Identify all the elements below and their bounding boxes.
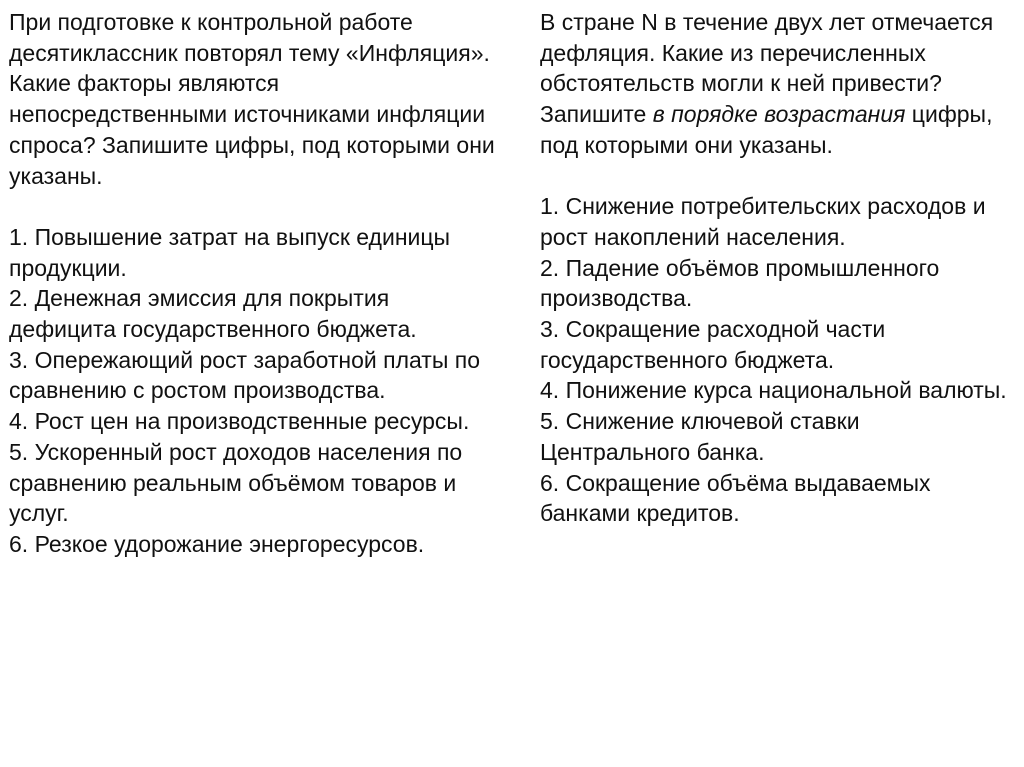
option-number: 6. — [9, 530, 29, 557]
right-question-part2: цифры, под которыми они указаны. — [540, 101, 993, 158]
right-option-4 — [540, 375, 1010, 406]
left-option-6 — [9, 529, 499, 560]
left-question-text: При подготовке к контрольной работе десятиклассник повторял тему «Инфляция». Какие факторы являются непосредственными источниками инфляции спроса? Запишите цифры, под которыми они указаны. — [9, 9, 495, 189]
left-option-4 — [9, 406, 499, 437]
right-question-text — [540, 7, 1010, 161]
option-text: Опережающий рост заработной платы по сравнению с ростом производства. — [9, 346, 480, 404]
option-text: Падение объёмов промышленного производства. — [540, 254, 940, 312]
option-number: 3. — [540, 316, 560, 343]
option-text: Сокращение расходной части государственного бюджета. — [540, 316, 886, 373]
option-number: 1. — [540, 193, 560, 220]
option-number: 6. — [540, 469, 560, 496]
right-question-part1: В стране N в течение двух лет отмечается дефляция. Какие из перечисленных обстоятельств могли к ней привести? Запишите — [540, 9, 994, 128]
option-number: 4. — [9, 408, 29, 435]
option-number: 3. — [9, 346, 29, 373]
left-options-list — [9, 222, 499, 560]
right-task-column — [540, 7, 1010, 529]
option-text: Рост цен на производственные ресурсы. — [34, 408, 470, 435]
left-option-2 — [9, 283, 499, 344]
option-text: Резкое удорожание энергоресурсов. — [34, 530, 425, 557]
left-option-3 — [9, 345, 499, 406]
right-option-6 — [540, 468, 1010, 529]
right-question — [540, 7, 1010, 161]
option-number: 1. — [9, 223, 29, 250]
left-option-1 — [9, 222, 499, 283]
right-question-emphasis: в порядке возрастания — [652, 101, 906, 128]
left-task-column — [9, 7, 499, 560]
right-option-5 — [540, 406, 1010, 467]
option-text: Денежная эмиссия для покрытия дефицита государственного бюджета. — [9, 285, 417, 343]
option-number: 5. — [9, 438, 29, 465]
option-text: Снижение ключевой ставки Центрального банка. — [540, 408, 860, 465]
left-option-5 — [9, 437, 499, 529]
right-option-3 — [540, 314, 1010, 375]
option-text: Снижение потребительских расходов и рост накоплений населения. — [540, 193, 986, 250]
option-number: 5. — [540, 408, 560, 435]
option-number: 4. — [540, 377, 560, 404]
option-number: 2. — [9, 285, 29, 312]
right-option-2 — [540, 253, 1010, 314]
left-question — [9, 7, 499, 191]
option-text: Повышение затрат на выпуск единицы продукции. — [9, 223, 451, 281]
right-option-1 — [540, 191, 1010, 252]
right-options-list — [540, 191, 1010, 529]
option-text: Ускоренный рост доходов населения по сравнению реальным объёмом товаров и услуг. — [9, 438, 463, 527]
option-number: 2. — [540, 254, 560, 281]
option-text: Сокращение объёма выдаваемых банками кредитов. — [540, 469, 931, 527]
option-text: Понижение курса национальной валюты. — [565, 377, 1007, 404]
